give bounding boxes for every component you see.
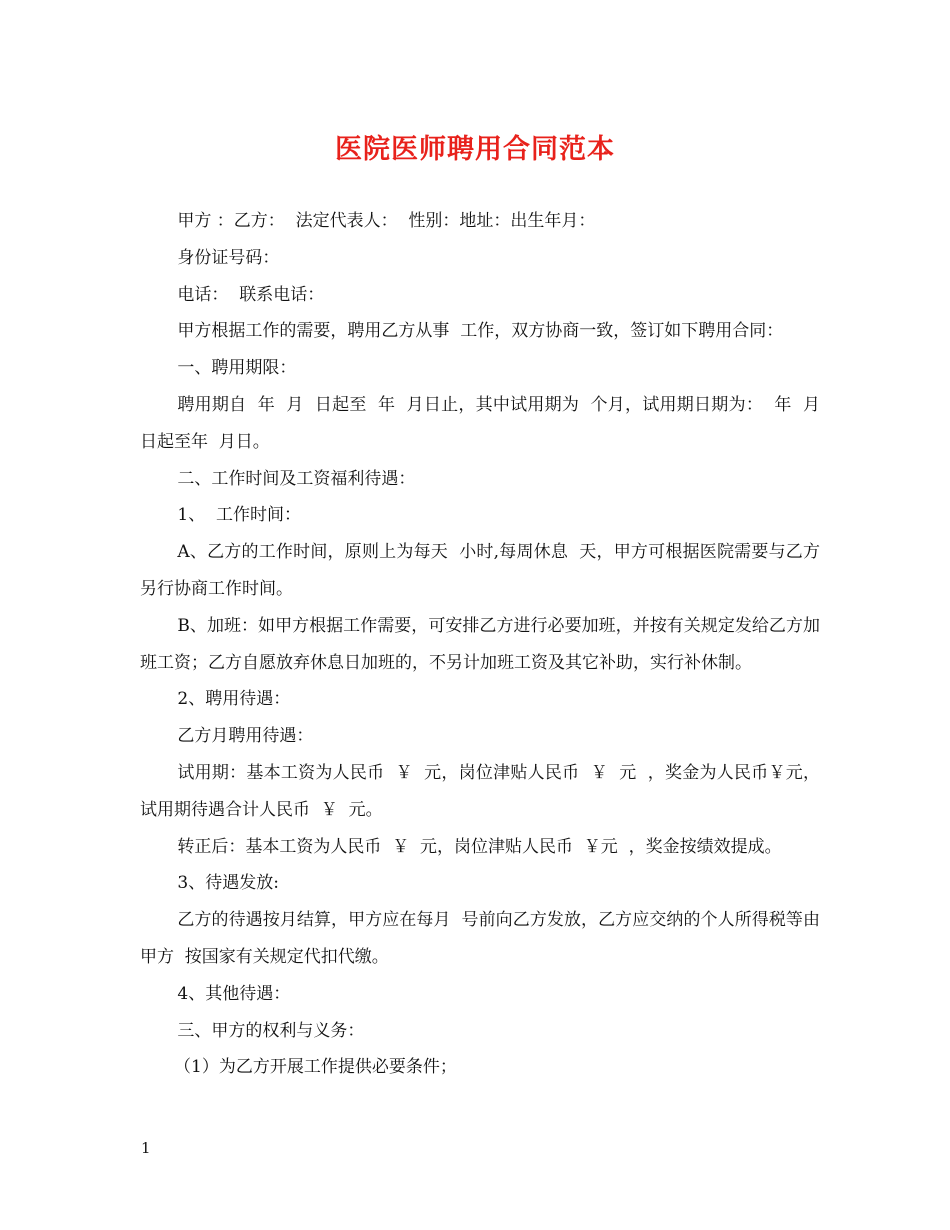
subheading-payment: 3、待遇发放: bbox=[177, 873, 279, 894]
subheading-compensation: 2、聘用待遇： bbox=[177, 689, 291, 710]
term-paragraph: 聘用期自 年 月 日起至 年 月日止，其中试用期为 个月，试用期日期为： 年 月 日起至年 月日。 bbox=[140, 394, 831, 452]
probation-pay-paragraph: 试用期：基本工资为人民币 ￥ 元，岗位津贴人民币 ￥ 元 ，奖金为人民币￥元，试用期待遇合计人民币 ￥ 元。 bbox=[140, 762, 820, 820]
regular-pay-paragraph: 转正后：基本工资为人民币 ￥ 元，岗位津贴人民币 ￥元 ，奖金按绩效提成。 bbox=[177, 836, 782, 857]
section-heading-term: 一、聘用期限： bbox=[177, 358, 297, 379]
section-heading-party-a-rights: 三、甲方的权利与义务： bbox=[177, 1020, 365, 1041]
overtime-paragraph: B、加班：如甲方根据工作需要，可安排乙方进行必要加班，并按有关规定发给乙方加班工资；乙方自愿放弃休息日加班的，不另计加班工资及其它补助，实行补休制。 bbox=[140, 615, 820, 673]
party-a-duty-1: （1）为乙方开展工作提供必要条件； bbox=[174, 1057, 457, 1078]
payment-paragraph: 乙方的待遇按月结算，甲方应在每月 号前向乙方发放，乙方应交纳的个人所得税等由甲方 按国家有关规定代扣代缴。 bbox=[140, 910, 820, 967]
phone-line: 电话： 联系电话： bbox=[177, 284, 325, 305]
page-number: 1 bbox=[141, 1139, 151, 1157]
party-info-line: 甲方 ：乙方： 法定代表人： 性别：地址：出生年月： bbox=[177, 211, 596, 231]
subheading-worktime: 1、 工作时间： bbox=[177, 505, 302, 526]
section-heading-worktime-pay: 二、工作时间及工资福利待遇： bbox=[177, 468, 416, 489]
document-title: 医院医师聘用合同范本 bbox=[335, 134, 615, 165]
monthly-compensation-label: 乙方月聘用待遇： bbox=[177, 726, 314, 747]
contract-body bbox=[140, 203, 831, 1086]
intro-paragraph: 甲方根据工作的需要，聘用乙方从事 工作，双方协商一致，签订如下聘用合同： bbox=[177, 321, 784, 342]
id-number-line: 身份证号码： bbox=[177, 247, 280, 268]
worktime-paragraph: A、乙方的工作时间，原则上为每天 小时,每周休息 天，甲方可根据医院需要与乙方 另行协商工作时间。 bbox=[140, 542, 831, 599]
subheading-other-benefits: 4、其他待遇： bbox=[177, 983, 291, 1004]
